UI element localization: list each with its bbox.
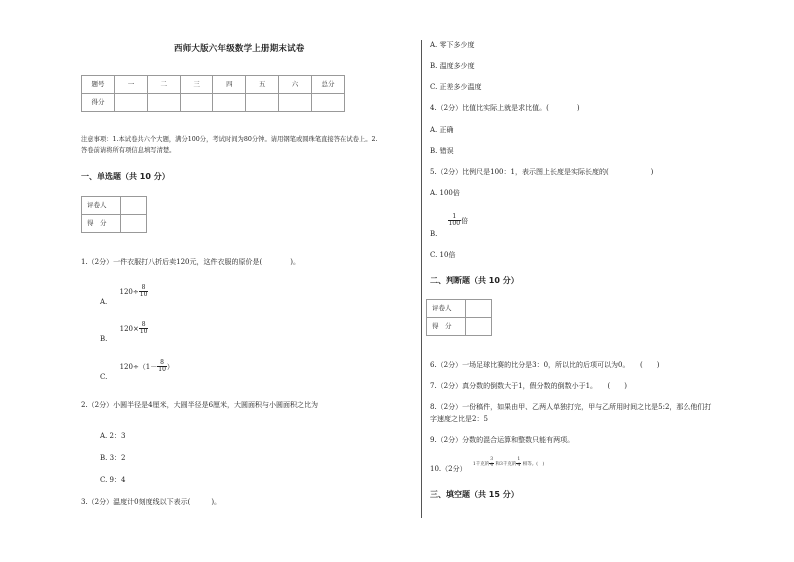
fraction: $\frac{8}{10}$ (139, 284, 148, 299)
question-10 (430, 457, 545, 473)
question-1: 1.（2分）一件衣服打八折后卖120元，这件衣服的原价是( )。 (81, 258, 300, 266)
q1-option-b[interactable] (100, 321, 148, 343)
q3-option-a[interactable]: A. 零下多少度 (430, 41, 475, 49)
score-blank-cell[interactable] (311, 94, 344, 112)
q1-option-a[interactable] (100, 284, 148, 306)
fraction: $\frac{1}{4}$ (517, 457, 521, 468)
q10-part-2: 和3千克的 (495, 461, 517, 467)
score-header-cell: 一 (115, 76, 148, 94)
grader-blank[interactable] (466, 318, 492, 336)
question-4: 4.（2分）比值比实际上就是求比值。( ) (430, 104, 580, 112)
grader-blank[interactable] (466, 300, 492, 318)
question-9: 9.（2分）分数的混合运算和整数只能有两项。 (430, 436, 575, 444)
q1-option-a-expr: 120÷ (119, 287, 139, 296)
q2-option-c[interactable]: C. 9：4 (100, 476, 126, 484)
score-header-cell: 六 (279, 76, 312, 94)
q2-option-b[interactable]: B. 3：2 (100, 454, 126, 462)
fraction: $\frac{8}{10}$ (139, 321, 148, 336)
score-blank-cell[interactable] (279, 94, 312, 112)
section-1-heading: 一、单选题（共 10 分） (81, 172, 170, 181)
score-table-header-row (82, 76, 345, 94)
question-7: 7.（2分）真分数的倒数大于1，假分数的倒数小于1。 ( ) (430, 382, 628, 390)
fraction: $\frac{1}{100}$ (448, 213, 461, 228)
exam-title: 西师大版六年级数学上册期末试卷 (174, 44, 305, 54)
q10-part-3: 相等。( ) (522, 461, 545, 467)
notice-line-2: 答卷前请将所有项信息填写清楚。 (81, 147, 176, 154)
grader-label: 评卷人 (82, 197, 121, 215)
q5-option-b-suffix: 倍 (461, 216, 469, 225)
q10-label: 10.（2分） (430, 464, 467, 473)
q1-option-a-label: A. (100, 297, 108, 306)
grader-table-2 (426, 299, 492, 336)
q1-option-c-expr: 120÷（1－ (119, 362, 158, 371)
question-3: 3.（2分）温度计0刻度线以下表示( )。 (81, 498, 222, 506)
question-5: 5.（2分）比例尺是100：1，表示图上长度是实际长度的( ) (430, 168, 654, 176)
question-6: 6.（2分）一场足球比赛的比分是3：0，所以比的后项可以为0。 ( ) (430, 361, 660, 369)
score-blank-cell[interactable] (180, 94, 213, 112)
grader-table-1 (81, 196, 147, 233)
score-header-cell: 二 (147, 76, 180, 94)
q3-option-c[interactable]: C. 正差多少温度 (430, 83, 482, 91)
score-header-cell: 五 (246, 76, 279, 94)
q10-part-1: 1千克的 (472, 461, 490, 467)
q5-option-c[interactable]: C. 10倍 (430, 251, 456, 259)
question-2: 2.（2分）小圆半径是4厘米，大圆半径是6厘米，大圆面积与小圆面积之比为 (81, 401, 319, 409)
grader-score-label: 得 分 (427, 318, 466, 336)
q10-statement (472, 457, 545, 468)
score-header-cell: 题号 (82, 76, 115, 94)
score-blank-cell[interactable] (115, 94, 148, 112)
fraction: $\frac{8}{10}$ (158, 359, 166, 374)
section-3-heading: 三、填空题（共 15 分） (430, 490, 519, 499)
q4-option-b[interactable]: B. 错误 (430, 147, 454, 155)
q1-option-c[interactable] (100, 359, 174, 381)
question-8-line-1: 8.（2分）一份稿件，如果由甲、乙两人单独打完，甲与乙所用时间之比是5:2，那么他们打 (430, 403, 712, 411)
score-header-cell: 四 (213, 76, 246, 94)
question-8-line-2: 字速度之比是2：5 (430, 415, 488, 423)
score-blank-cell[interactable] (246, 94, 279, 112)
q1-option-c-label: C. (100, 372, 108, 381)
notice-line-1: 注意事项：1.本试卷共六个大题，满分100分，考试时间为80分钟。请用钢笔或圆珠笔直接答在试卷上。2. (81, 136, 378, 143)
q4-option-a[interactable]: A. 正确 (430, 126, 454, 134)
q1-option-b-label: B. (100, 334, 108, 343)
q5-option-a[interactable]: A. 100倍 (430, 189, 460, 197)
grader-label: 评卷人 (427, 300, 466, 318)
score-header-cell: 三 (180, 76, 213, 94)
grader-score-label: 得 分 (82, 215, 121, 233)
score-table-score-row (82, 94, 345, 112)
q5-option-b[interactable] (430, 213, 469, 238)
q2-option-a[interactable]: A. 2：3 (100, 432, 126, 440)
q3-option-b[interactable]: B. 温度多少度 (430, 62, 475, 70)
score-blank-cell[interactable] (213, 94, 246, 112)
column-divider (421, 40, 422, 518)
score-row-label: 得分 (82, 94, 115, 112)
grader-blank[interactable] (121, 215, 147, 233)
grader-blank[interactable] (121, 197, 147, 215)
q5-option-b-label: B. (430, 229, 438, 238)
section-2-heading: 二、判断题（共 10 分） (430, 276, 519, 285)
q1-option-c-close: ） (166, 362, 174, 371)
q1-option-b-expr: 120× (119, 324, 139, 333)
score-blank-cell[interactable] (147, 94, 180, 112)
score-header-cell: 总分 (311, 76, 344, 94)
fraction: $\frac{3}{4}$ (490, 457, 494, 468)
score-table (81, 75, 345, 112)
